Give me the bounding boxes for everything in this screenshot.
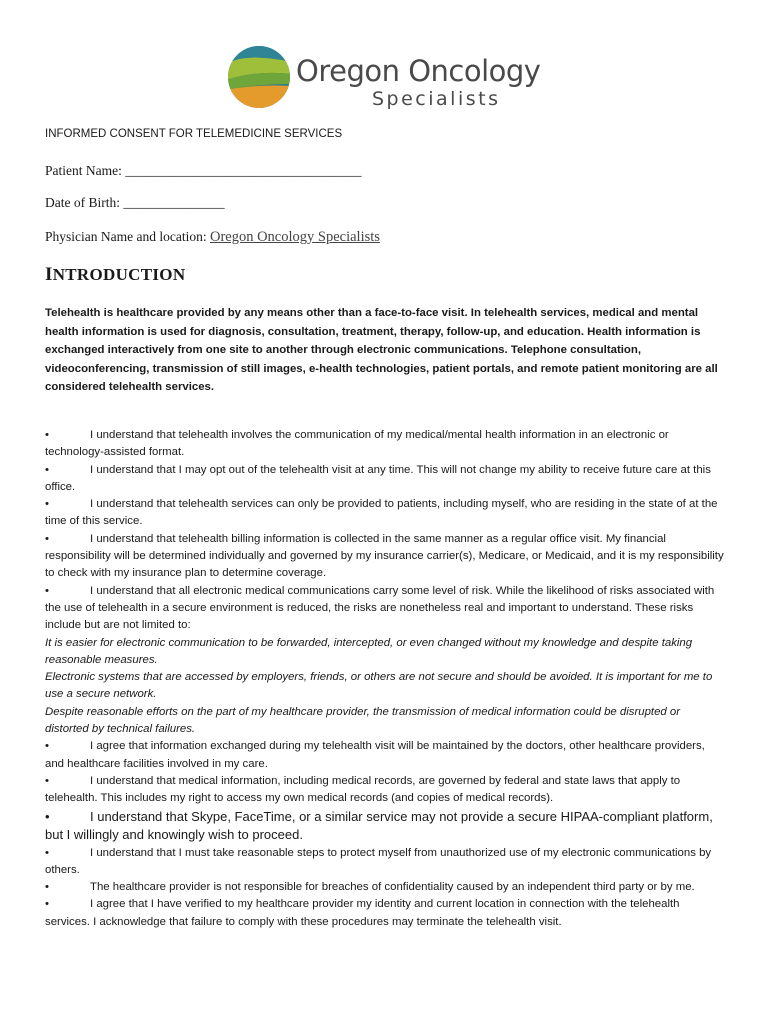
- bullet-icon: •: [45, 584, 49, 597]
- bullet-icon: •: [45, 429, 49, 441]
- list-item-text: I understand that telehealth billing information is collected in the same manner as a regular office visit. My financial responsibility will be determined individually and governed by my insurance carrier(s), Medicare, or Medicaid, and it is my responsibility to check with my insurance plan to determine coverage.: [45, 532, 724, 580]
- list-item-text: I understand that telehealth involves the communication of my medical/mental health information in an electronic or technology-assisted format.: [45, 429, 669, 459]
- bullet-icon: •: [45, 532, 49, 545]
- bullet-icon: •: [45, 881, 49, 894]
- bullet-icon: •: [45, 774, 49, 787]
- list-item: [45, 773, 725, 808]
- list-item-text: I understand that I must take reasonable steps to protect myself from unauthorized use of my electronic communications by others.: [45, 846, 712, 876]
- list-item: [45, 738, 725, 773]
- physician-value[interactable]: Oregon Oncology Specialists: [209, 229, 380, 245]
- risk-item: Electronic systems that are accessed by employers, friends, or others are not secure and should be avoided. It is important for me to use a secure network.: [45, 671, 713, 701]
- list-item-text: I understand that telehealth services can only be provided to patients, including myself, who are residing in the state of at the time of this service.: [45, 498, 718, 528]
- bullet-icon: •: [45, 498, 49, 511]
- form-title: INFORMED CONSENT FOR TELEMEDICINE SERVICES: [45, 128, 343, 140]
- bullet-icon: •: [45, 463, 49, 476]
- logo-subtitle: Specialists: [372, 88, 501, 110]
- list-item: [45, 845, 725, 880]
- date-of-birth-field[interactable]: Date of Birth: _______________: [45, 195, 225, 210]
- list-item: [45, 896, 725, 931]
- patient-name-field[interactable]: Patient Name: ___________________________________: [45, 163, 362, 178]
- list-item: [45, 879, 725, 896]
- list-item-text: The healthcare provider is not responsible for breaches of confidentiality caused by an independent third party or by me.: [90, 881, 695, 894]
- physician-label: Physician Name and location:: [45, 229, 207, 244]
- bullet-icon: •: [45, 898, 49, 911]
- physician-field: [45, 229, 380, 246]
- list-item: [45, 583, 725, 635]
- bullet-icon: •: [45, 740, 49, 753]
- logo-mark-icon: [226, 44, 292, 110]
- logo-name: Oregon Oncology: [296, 54, 541, 88]
- bullet-icon: •: [45, 808, 50, 824]
- section-heading-introduction: [45, 264, 185, 286]
- risk-item: Despite reasonable efforts on the part of my healthcare provider, the transmission of medical information could be disrupted or distorted by technical failures.: [45, 705, 681, 736]
- list-item: [45, 496, 725, 531]
- list-item-text: I understand that Skype, FaceTime, or a similar service may not provide a secure HIPAA-compliant platform, but I willingly and knowingly wish to proceed.: [45, 808, 713, 843]
- bullet-icon: •: [45, 846, 49, 859]
- list-item: [45, 531, 725, 583]
- list-item: [45, 808, 725, 845]
- heading-initial: I: [45, 264, 53, 285]
- list-item-text: I understand that medical information, including medical records, are governed by federal and state laws that apply to telehealth. This includes my right to access my own medical records (and copies of medical records).: [45, 774, 681, 805]
- consent-list: [45, 427, 725, 931]
- oregon-oncology-logo: [226, 44, 546, 110]
- intro-paragraph: Telehealth is healthcare provided by any means other than a face-to-face visit. In telehealth services, medical and mental health information is used for diagnosis, consultation, treatment, therapy, follow-up, and education. Health information is exchanged interactively from one site to another through electronic communications. Telephone consultation, videoconferencing, transmission of still images, e-health technologies, patient portals, and remote patient monitoring are all considered telehealth services.: [45, 307, 718, 393]
- list-item: [45, 462, 725, 497]
- heading-rest: NTRODUCTION: [52, 265, 186, 284]
- list-item-text: I understand that all electronic medical communications carry some level of risk. While the likelihood of risks associated with the use of telehealth in a secure environment is reduced, the risks are nonetheless real and important to understand. These risks include but are not limited to:: [45, 584, 715, 632]
- list-item: [45, 427, 725, 462]
- list-item-text: I agree that I have verified to my healthcare provider my identity and current location in connection with the telehealth services. I acknowledge that failure to comply with these procedures may terminate the telehealth visit.: [45, 898, 680, 928]
- risk-item: It is easier for electronic communication to be forwarded, intercepted, or even changed without my knowledge and despite taking reasonable measures.: [45, 636, 693, 666]
- list-item-text: I understand that I may opt out of the telehealth visit at any time. This will not change my ability to receive future care at this office.: [45, 463, 711, 493]
- list-item-text: I agree that information exchanged during my telehealth visit will be maintained by the doctors, other healthcare providers, and healthcare facilities involved in my care.: [45, 740, 705, 770]
